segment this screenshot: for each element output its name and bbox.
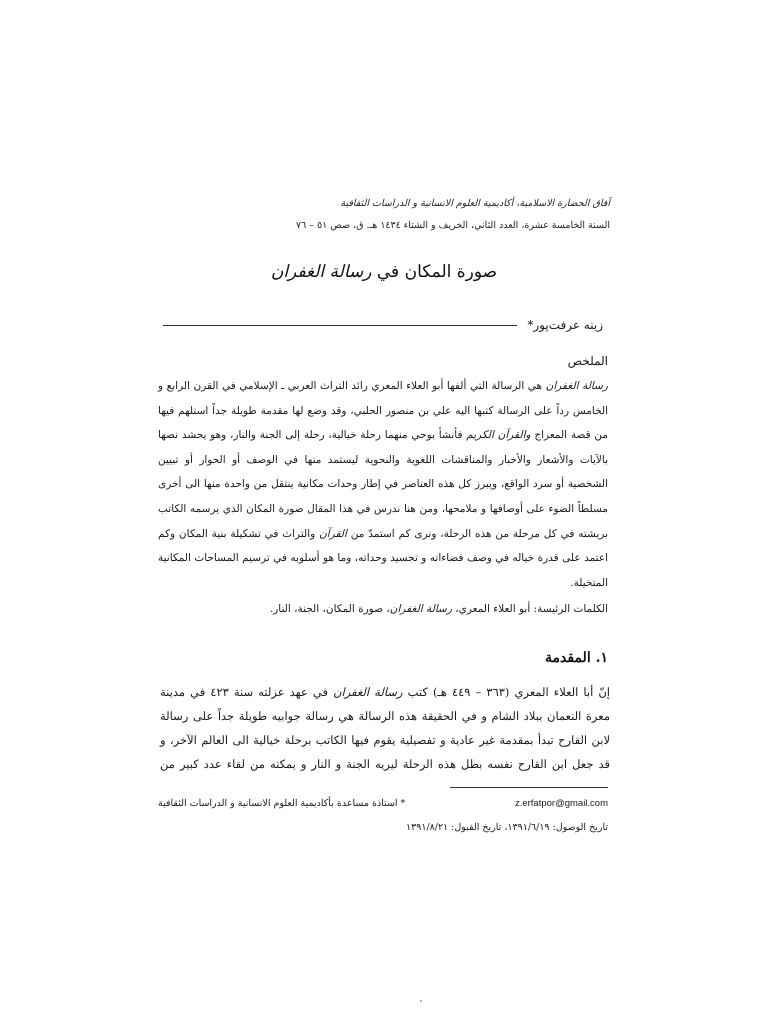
keywords-b: ، صورة المكان، الجنة، النار. [269, 603, 390, 615]
intro-segment-b: في عهد عزلته سنة ٤٢٣ في مدينة معرة النعمان ببلاد الشام و في الحقيقة هذه الرسالة هي رسالة جوابيه طويلة جداً على رسالة لابن القارح تبدأ بمقدمة غير عادية و تفصيلية يقوم فيها الكاتب برحلة خيالية الى العالم الآخر، و قد جعل ابن القارح نفسه بطل هذه الرحلة ليريه الجنة و النار و يمكنه من لقاء عدد كبير من [160, 685, 610, 771]
author-row [163, 315, 603, 335]
article-title-prefix: صورة المكان في [376, 262, 498, 282]
article-title [0, 262, 768, 282]
abstract [158, 354, 608, 595]
journal-header [150, 193, 610, 237]
footnotes [158, 792, 608, 840]
intro-paragraph [160, 680, 610, 776]
abstract-segment-b: فأنشأ بوحي منهما رحلة خيالية، رحلة إلى الجنة والنار، وهو يحشد نصها بالآيات والأشعار والأخبار والمناقشات اللغوية والنحوية ليستمد منها في الوصف أو الحوار أو تبيين الشخصية أو سرد الواقع، ويبرز كل هذه العناصر في إطار وحدات مكانية ينتقل من واحدة منها الى أخرى مسلطاً الضوء على أوصافها و ملامحها، ومن هنا ندرس في هذا المقال صورة المكان الذي يرسمه الكاتب بريشته في كل مرحلة من هذه الرحلة، ونرى كم استمدّ من [158, 429, 609, 540]
abstract-italic-quran-2: القرآن [319, 527, 347, 540]
footnote-affiliation: * استاذة مساعدة بأكاديمية العلوم الانسانية و الدراسات الثقافية [158, 798, 406, 809]
author-email: z.erfatpor@gmail.com [514, 798, 608, 809]
author-name: زينه عرفت‌پور* [527, 318, 603, 332]
abstract-italic-quran: والقرآن الكريم [466, 429, 531, 442]
issue-info: السنة الخامسة عشرة، العدد الثاني، الخريف و الشتاء ١٤٣٤ هـ. ق، صص ٥١ – ٧٦ [296, 220, 610, 231]
footnote-affiliation-row [158, 792, 608, 816]
section-heading-intro: ١. المقدمة [545, 650, 608, 666]
keywords-label: الكلمات الرئيسة: [533, 603, 608, 615]
keywords-a: أبو العلاء المعري، [451, 603, 534, 615]
keywords-italic: رسالة الغفران [389, 603, 452, 615]
intro-segment-a: إنّ أبا العلاء المعري (٣٦٣ – ٤٤٩ هـ) كتب [402, 685, 610, 699]
keywords [158, 598, 608, 620]
abstract-italic-title: رسالة الغفران [545, 380, 608, 392]
article-title-italic: رسالة الغفران [270, 262, 372, 282]
footnote-rule [450, 787, 608, 788]
abstract-text [158, 374, 608, 595]
intro-italic: رسالة الغفران [333, 685, 403, 699]
scan-speck [420, 1000, 422, 1002]
abstract-segment-a: هي الرسالة التي ألفها أبو العلاء المعري رائد التراث العربي ـ الإسلامي في القرن الرابع و الخامس رداً على الرسالة كتبها اليه علي بن منصور الحلبي، وقد وضع لها مقدمة طويلة جداً استلهم فيها من قصة المعراج [158, 380, 608, 442]
author-underline [163, 325, 517, 326]
journal-title: آفاق الحضارة الاسلامية، أكاديمية العلوم الانسانية و الدراسات الثقافية [340, 198, 610, 209]
abstract-segment-c: والتراث في تشكيلة بنية المكان وكم اعتمد على قدرة خياله في وصف فضاءاته و تجسيد وحداته، وما هو أسلوبه في ترسيم المساحات المكانية المتخيلة. [158, 527, 608, 589]
abstract-heading: الملخص [567, 354, 608, 368]
footnote-dates: تاريخ الوصول: ١٣٩١/٦/١٩، تاريخ القبول: ١٣٩١/٨/٢١ [406, 822, 608, 833]
